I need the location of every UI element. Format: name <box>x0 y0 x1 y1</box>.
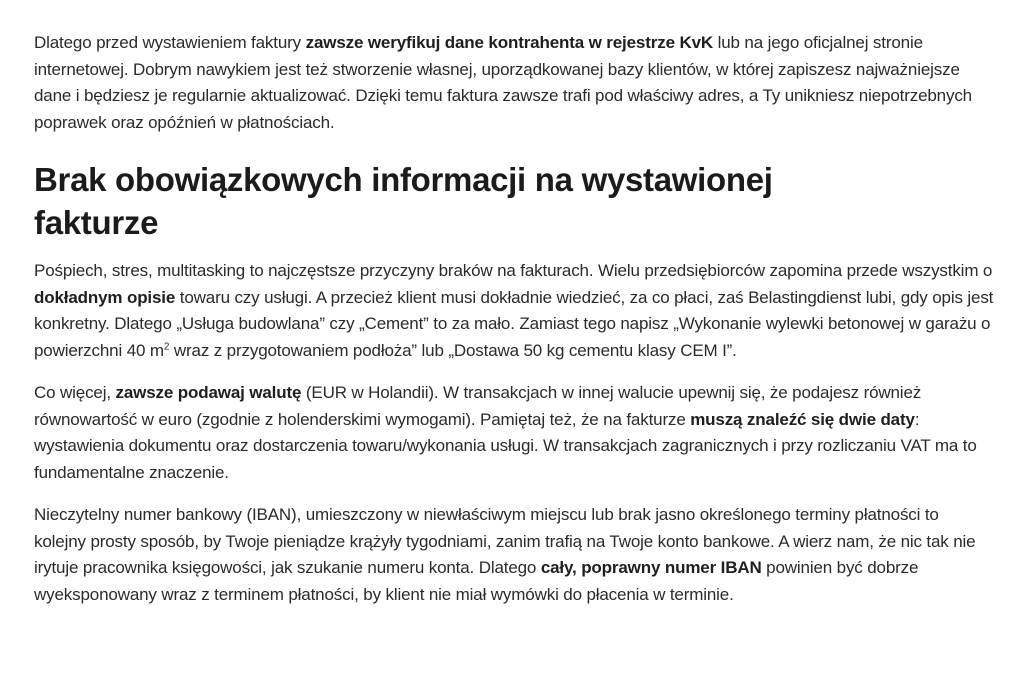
paragraph-iban <box>34 502 994 608</box>
emphasis-text: muszą znaleźć się dwie daty <box>690 409 915 429</box>
paragraph-text: Nieczytelny numer bankowy (IBAN), umieszczony w niewłaściwym miejscu lub brak jasno określonego terminy płatności to kolejny prosty sposób, by Twoje pieniądze krążyły tygodniami, zanim trafią na Twoje konto bankowe. A wierz nam, że nic tak nie irytuje pracownika księgowości, jak szukanie numeru konta. Dlatego <box>34 505 976 577</box>
paragraph-text: wraz z przygotowaniem podłoża” lub „Dostawa 50 kg cementu klasy CEM I”. <box>169 340 737 360</box>
paragraph-text: powinien być dobrze wyeksponowany wraz z terminem płatności, by klient nie miał wymówki do płacenia w terminie. <box>34 558 919 604</box>
emphasis-text: dokładnym opisie <box>34 287 176 307</box>
section-heading: Brak obowiązkowych informacji na wystawionej fakturze <box>34 161 773 241</box>
paragraph-text: (EUR w Holandii). W transakcjach w innej walucie upewnij się, że podajesz również równowartość w euro (zgodnie z holenderskimi wymogami). Pamiętaj też, że na fakturze <box>34 383 922 429</box>
paragraph-text: towaru czy usługi. A przecież klient musi dokładnie wiedzieć, za co płaci, zaś Belastingdienst lubi, gdy opis jest konkretny. Dlatego „Usługa budowlana” czy „Cement” to za mało. Zamiast tego napisz „Wykonanie wylewki betonowej w garażu o powierzchni 40 m <box>34 287 994 360</box>
paragraph-verify-contractor <box>34 30 994 136</box>
emphasis-text: zawsze weryfikuj dane kontrahenta w rejestrze KvK <box>305 33 714 52</box>
paragraph-text: lub na jego oficjalnej stronie internetowej. Dobrym nawykiem jest też stworzenie własnej, uporządkowanej bazy klientów, w której zapiszesz najważniejsze dane i będziesz je regularnie aktualizować. Dzięki temu faktura zawsze trafi pod właściwy adres, a Ty unikniesz niepotrzebnych poprawek oraz opóźnień w płatnościach. <box>34 33 972 132</box>
paragraph-missing-info <box>34 258 994 364</box>
superscript-text: 2 <box>163 340 170 352</box>
paragraph-text: Co więcej, <box>34 383 116 402</box>
emphasis-text: zawsze podawaj walutę <box>115 383 302 402</box>
emphasis-text: cały, poprawny numer IBAN <box>540 558 762 577</box>
paragraph-text: Pośpiech, stres, multitasking to najczęstsze przyczyny braków na fakturach. Wielu przedsiębiorców zapomina przede wszystkim o <box>34 261 993 280</box>
paragraph-text: Dlatego przed wystawieniem faktury <box>34 33 306 52</box>
paragraph-text: : wystawienia dokumentu oraz dostarczenia towaru/wykonania usługi. W transakcjach zagranicznych i przy rozliczaniu VAT ma to fundamentalne znaczenie. <box>34 409 977 482</box>
paragraph-currency <box>34 380 994 486</box>
